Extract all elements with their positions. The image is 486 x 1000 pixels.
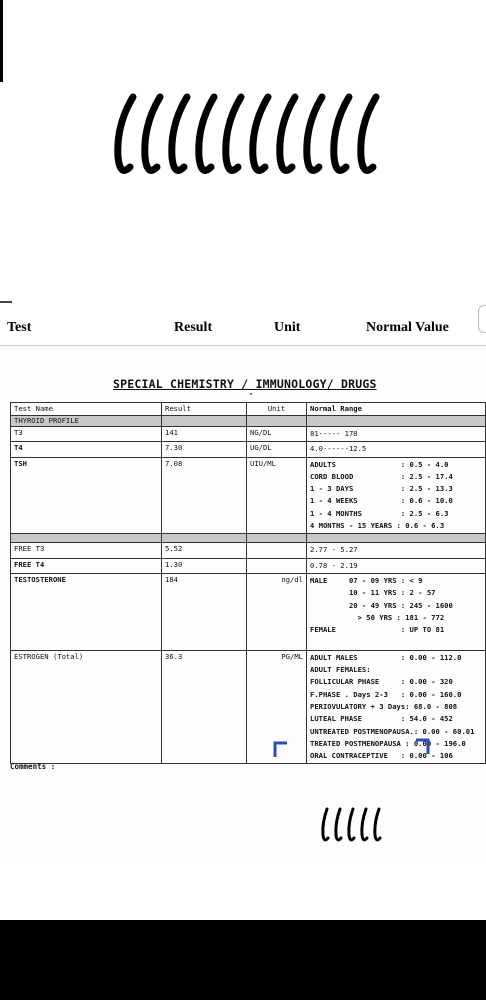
normal-range: 0.78 - 2.19 [307, 558, 486, 573]
test-name: FREE T3 [11, 543, 162, 558]
section-row-thyroid [11, 416, 486, 427]
test-unit: UIU/ML [247, 457, 307, 534]
test-name: TESTOSTERONE [11, 573, 162, 650]
comments-label: Comments : [10, 762, 56, 771]
test-result: 5.52 [162, 543, 247, 558]
test-name: TSH [11, 457, 162, 534]
header-divider [0, 345, 486, 346]
normal-range: 81----- 178 [307, 427, 486, 442]
col-header-unit: Unit [274, 320, 301, 335]
blue-corner-bracket-icon [273, 741, 289, 757]
col-header-result: Result [174, 320, 213, 335]
normal-range: ADULT MALES : 0.00 - 112.0 ADULT FEMALES: FOLLICULAR PHASE : 0.00 - 320 F.PHASE . Days 2-3 : 0.00 - 160.0 PERIOVULATORY + 3 Days: 68.0 - 808 LUTEAL PHASE : 54.0 - 452 UNTREATED POSTMENOPAUSA.: 0.00 - 60.01 TREATED POSTMENOPAUSA : 0.00 - 196.0 ORAL CONTRACEPTIVE : 0.00 - 106 [307, 650, 486, 764]
col-header-normal-value: Normal Value [366, 320, 449, 335]
table-row [11, 442, 486, 457]
report-title: SPECIAL CHEMISTRY / IMMUNOLOGY/ DRUGS [113, 377, 377, 391]
test-unit: ng/dl [247, 573, 307, 650]
table-row [11, 427, 486, 442]
table-header-row [11, 403, 486, 416]
left-edge-bar [0, 0, 3, 82]
right-corner-tab [478, 305, 486, 333]
normal-range: 4.0------12.5 [307, 442, 486, 457]
th-test-name: Test Name [11, 403, 162, 416]
table-row [11, 573, 486, 650]
normal-range: 2.77 - 5.27 [307, 543, 486, 558]
test-name: T3 [11, 427, 162, 442]
th-normal-range: Normal Range [307, 403, 486, 416]
th-result: Result [162, 403, 247, 416]
test-result: 36.3 [162, 650, 247, 764]
th-unit: Unit [247, 403, 307, 416]
test-name: FREE T4 [11, 558, 162, 573]
col-header-test: Test [7, 320, 32, 335]
normal-range: ADULTS : 0.5 - 4.0 CORD BLOOD : 2.5 - 17.4 1 - 3 DAYS : 2.5 - 13.3 1 - 4 WEEKS : 0.6 - 10.0 1 - 4 MONTHS : 2.5 - 6.3 4 MONTHS - 15 YEARS : 0.6 - 6.3 [307, 457, 486, 534]
test-unit: UG/DL [247, 442, 307, 457]
handwriting-scribble-small-icon [318, 805, 388, 845]
test-unit [247, 543, 307, 558]
test-name: T4 [11, 442, 162, 457]
test-unit: PG/ML [247, 650, 307, 764]
bottom-black-bar [0, 920, 486, 1000]
test-result: 7.30 [162, 442, 247, 457]
table-row [11, 558, 486, 573]
section-label-thyroid: THYROID PROFILE [11, 416, 162, 427]
test-result: 184 [162, 573, 247, 650]
test-unit: NG/DL [247, 427, 307, 442]
normal-range: MALE 07 - 09 YRS : < 9 10 - 11 YRS : 2 - 57 20 - 49 YRS : 245 - 1600 > 50 YRS : 181 - 772 FEMALE : UP TO 81 [307, 573, 486, 650]
test-name: ESTROGEN (Total) [11, 650, 162, 764]
scan-dot [250, 393, 252, 395]
test-unit [247, 558, 307, 573]
handwriting-scribble-icon [0, 85, 486, 195]
section-band [11, 534, 486, 543]
test-result: 141 [162, 427, 247, 442]
test-result: 7.08 [162, 457, 247, 534]
test-result: 1.30 [162, 558, 247, 573]
results-table [10, 402, 486, 764]
blue-corner-bracket-icon [414, 738, 430, 754]
top-divider-mark [0, 301, 12, 303]
table-row [11, 457, 486, 534]
table-row [11, 543, 486, 558]
